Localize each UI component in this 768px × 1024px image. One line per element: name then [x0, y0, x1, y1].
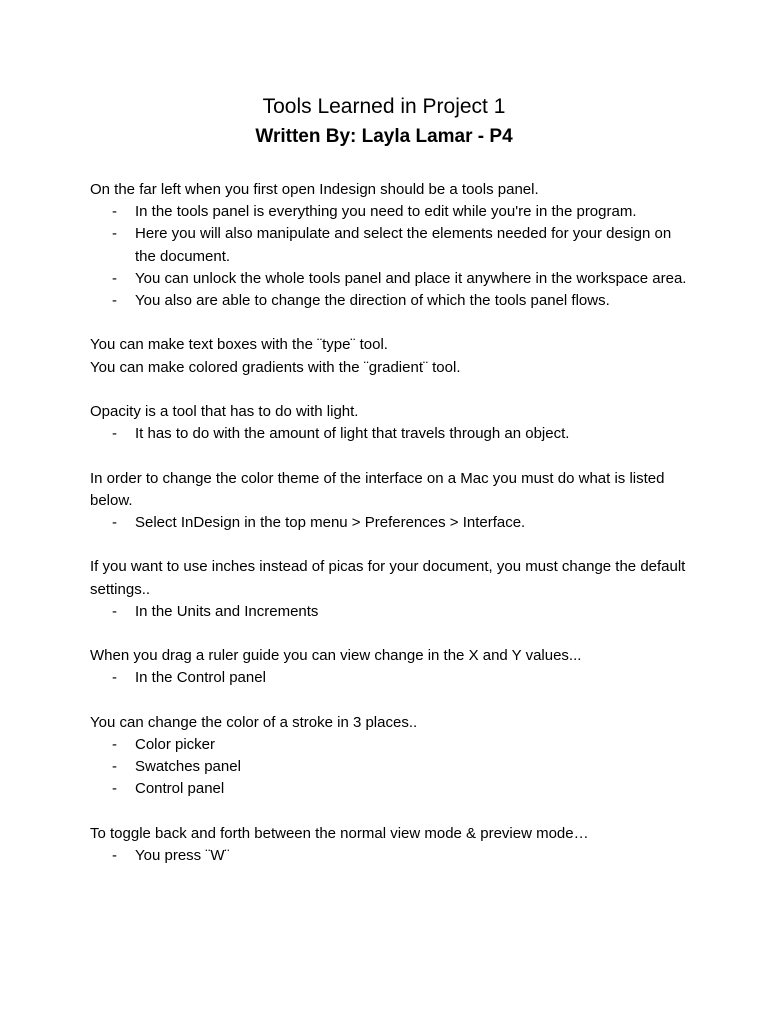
document-title: Tools Learned in Project 1: [262, 95, 506, 118]
dash-marker: -: [112, 780, 117, 798]
dash-marker: -: [112, 846, 117, 864]
bullet-item: [90, 845, 690, 867]
document-subtitle: Written By: Layla Lamar - P4: [255, 126, 513, 147]
document-body: [90, 179, 690, 867]
bullet-item: [90, 201, 690, 223]
paragraph-gap: [90, 623, 690, 645]
bullet-item: [90, 601, 690, 623]
bullet-list: [90, 845, 690, 867]
paragraph-gap: [90, 379, 690, 401]
document-section: [90, 556, 690, 623]
bullet-text: In the Control panel: [135, 669, 266, 687]
paragraph-gap: [90, 534, 690, 556]
dash-marker: -: [112, 514, 117, 531]
dash-marker: -: [112, 602, 117, 620]
bullet-list: [90, 423, 690, 445]
paragraph-gap: [90, 312, 690, 334]
document-section: [90, 712, 690, 801]
dash-marker: -: [112, 758, 117, 776]
bullet-item: [90, 756, 690, 778]
bullet-list: [90, 667, 690, 689]
dash-marker: -: [112, 669, 117, 687]
bullet-text: Select InDesign in the top menu > Preferences > Interface.: [135, 514, 526, 531]
dash-marker: -: [112, 203, 117, 221]
document-section: [90, 401, 690, 445]
document-section: [90, 645, 690, 689]
bullet-text: Here you will also manipulate and select the elements needed for your design on the document.: [135, 225, 672, 265]
paragraph-line: You can change the color of a stroke in 3 places..: [90, 713, 418, 731]
bullet-text: Control panel: [135, 780, 225, 798]
document-section: [90, 179, 690, 312]
bullet-text: You also are able to change the direction of which the tools panel flows.: [135, 292, 610, 310]
bullet-text: In the Units and Increments: [135, 602, 319, 620]
bullet-list: [90, 734, 690, 801]
bullet-list: [90, 512, 690, 534]
bullet-item: [90, 512, 690, 534]
bullet-text: You press ¨W¨: [135, 846, 230, 864]
bullet-item: [90, 734, 690, 756]
paragraph-gap: [90, 445, 690, 467]
paragraph-line: In order to change the color theme of the interface on a Mac you must do what is listed below.: [90, 469, 665, 509]
bullet-text: Color picker: [135, 735, 216, 753]
bullet-item: [90, 268, 690, 290]
paragraph-line: If you want to use inches instead of picas for your document, you must change the default settings..: [90, 558, 686, 598]
bullet-item: [90, 667, 690, 689]
document-section: [90, 334, 690, 378]
dash-marker: -: [112, 735, 117, 753]
paragraph-line: You can make colored gradients with the ¨gradient¨ tool.: [90, 358, 461, 376]
bullet-text: You can unlock the whole tools panel and place it anywhere in the workspace area.: [135, 269, 687, 287]
paragraph-gap: [90, 801, 690, 823]
bullet-item: [90, 423, 690, 445]
paragraph-line: On the far left when you first open Indesign should be a tools panel.: [90, 181, 539, 198]
bullet-item: [90, 290, 690, 312]
document-section: [90, 823, 690, 867]
dash-marker: -: [112, 425, 117, 443]
paragraph-line: Opacity is a tool that has to do with light.: [90, 403, 359, 420]
bullet-list: [90, 601, 690, 623]
bullet-text: In the tools panel is everything you need to edit while you're in the program.: [135, 203, 637, 221]
dash-marker: -: [112, 225, 117, 243]
paragraph-gap: [90, 690, 690, 712]
paragraph-line: When you drag a ruler guide you can view change in the X and Y values...: [90, 647, 582, 665]
bullet-list: [90, 201, 690, 312]
document-section: [90, 468, 690, 535]
bullet-text: Swatches panel: [135, 758, 241, 776]
dash-marker: -: [112, 292, 117, 310]
bullet-item: [90, 778, 690, 800]
paragraph-line: To toggle back and forth between the normal view mode & preview mode…: [90, 824, 589, 842]
paragraph-line: You can make text boxes with the ¨type¨ tool.: [90, 336, 388, 354]
bullet-text: It has to do with the amount of light that travels through an object.: [135, 425, 570, 443]
bullet-item: [90, 223, 690, 267]
dash-marker: -: [112, 269, 117, 287]
